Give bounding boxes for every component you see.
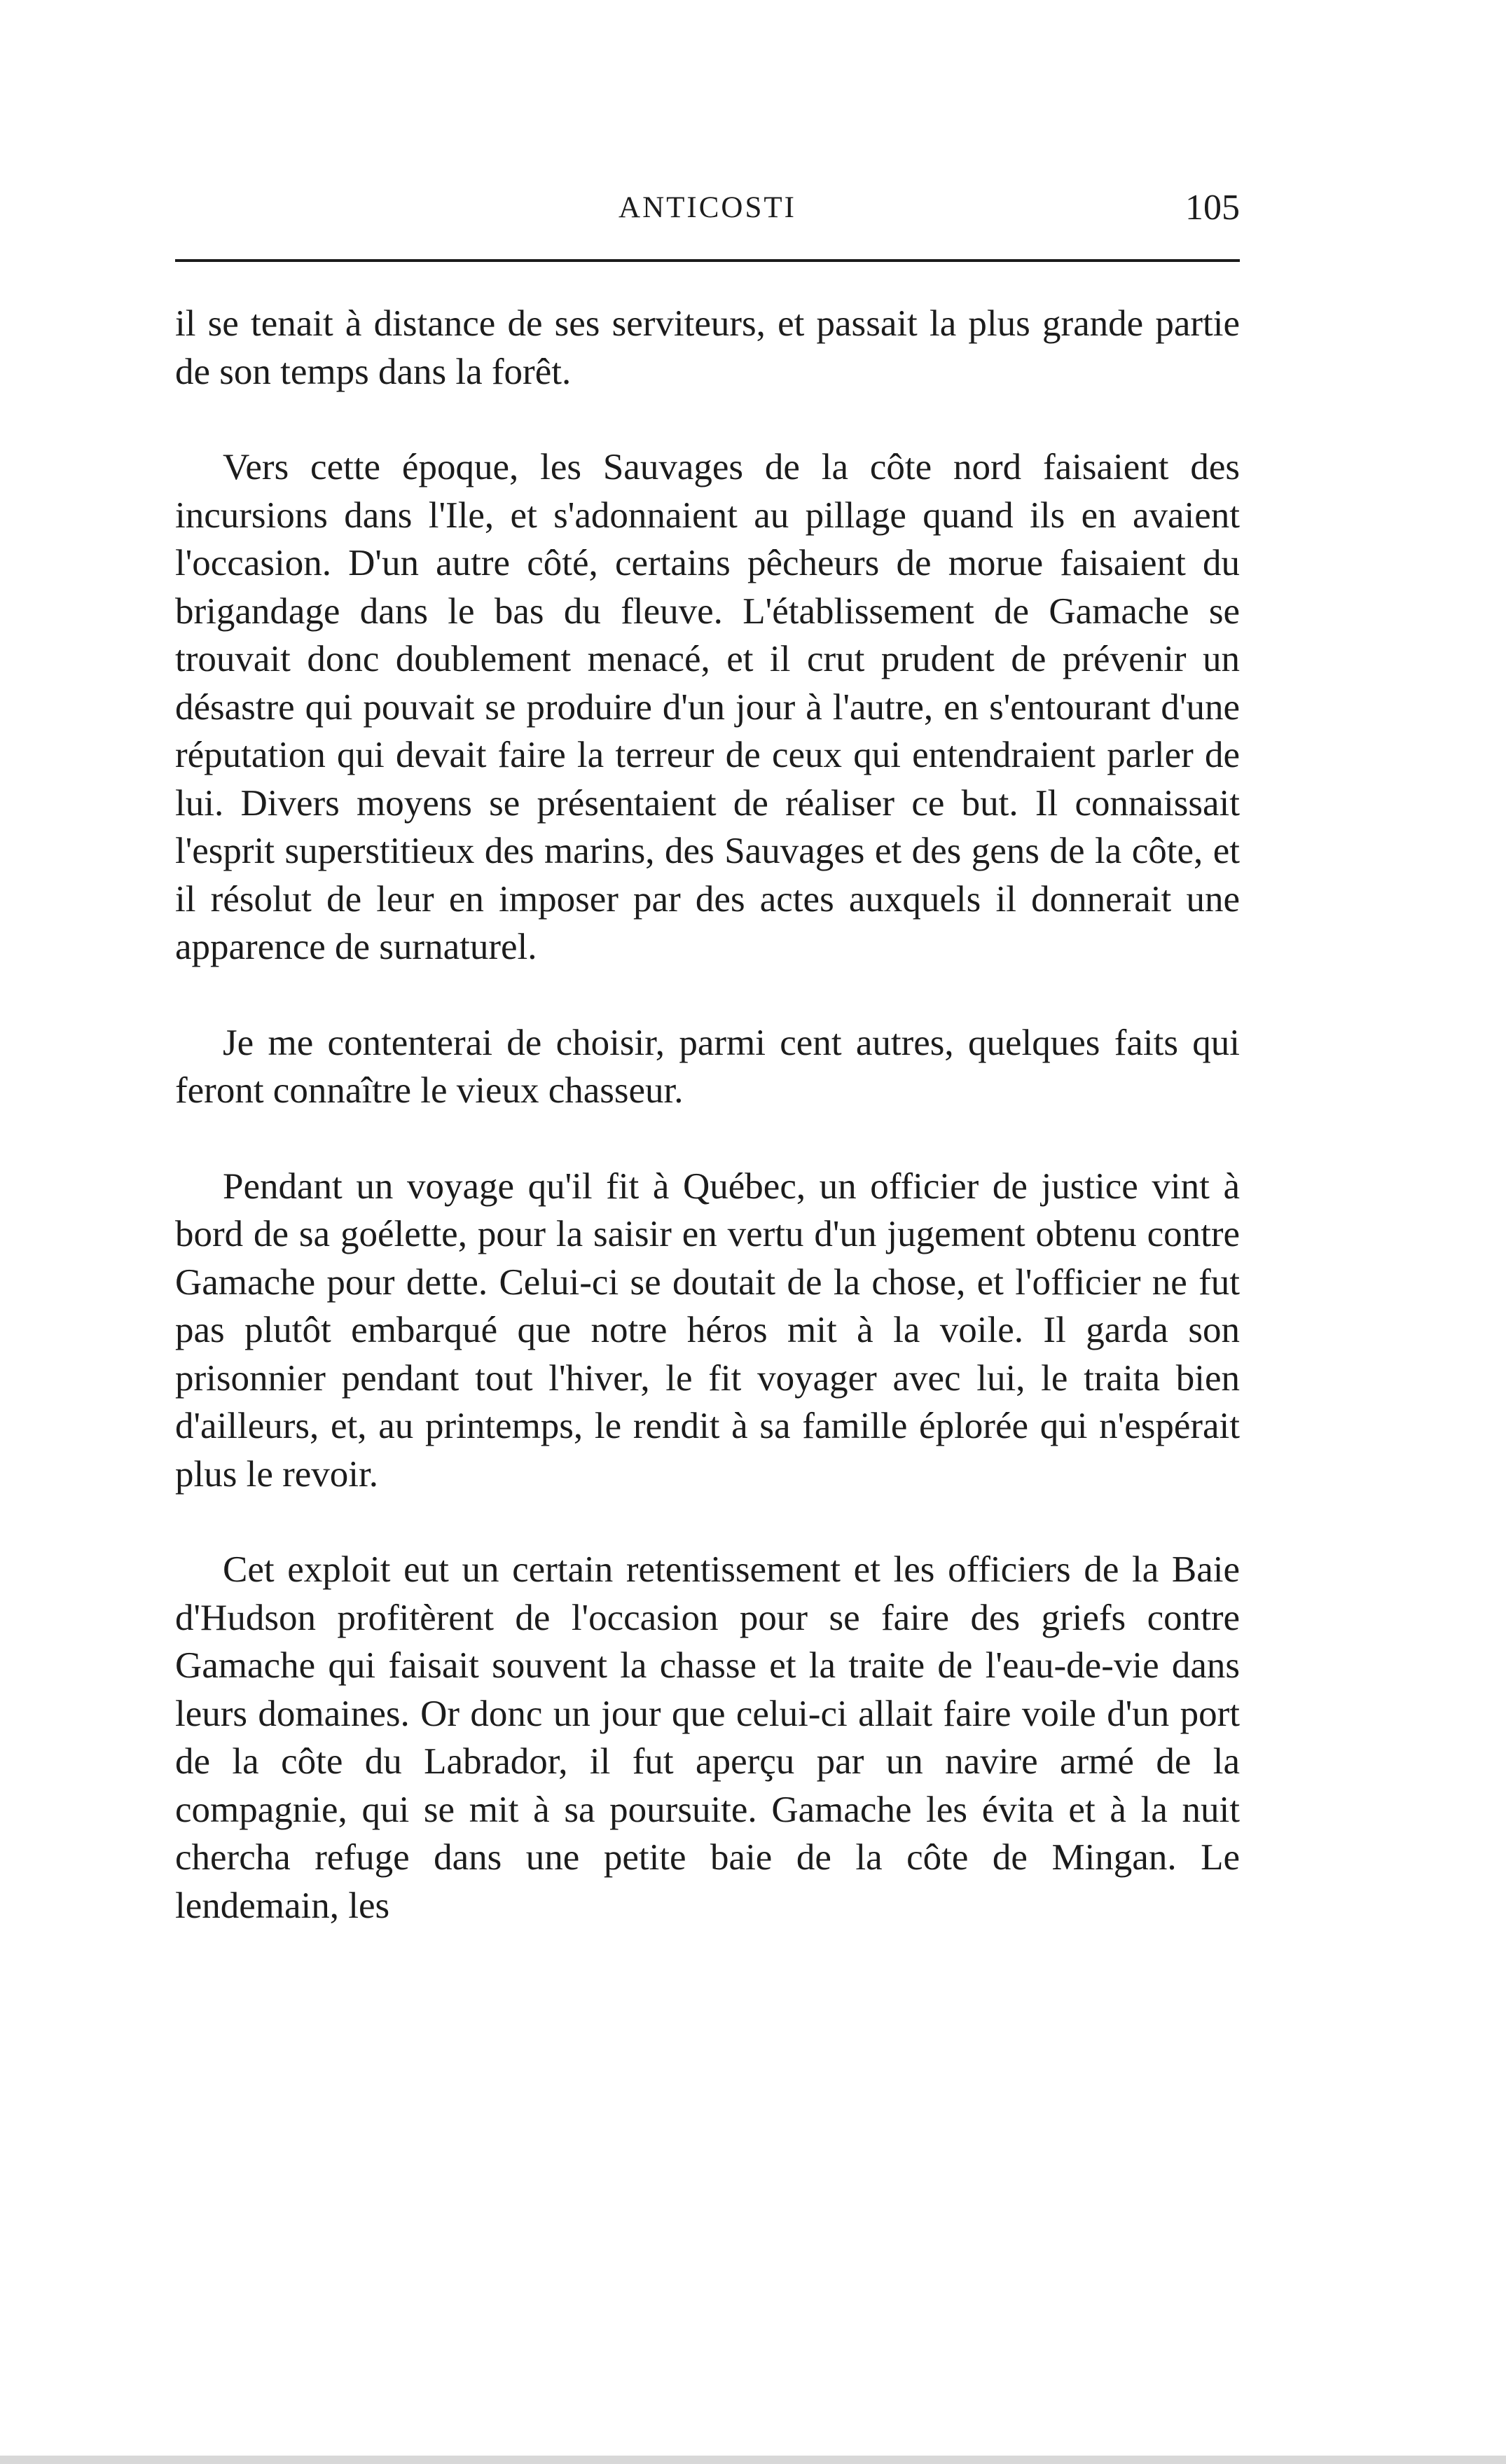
paragraph-baie-hudson: Cet exploit eut un certain retentissement et les officiers de la Baie d'Hudson profitèrent de l'occasion pour se faire des griefs contre Gamache qui faisait souvent la chasse et la traite de l'eau-de-vie dans leurs domaines. Or donc un jour que celui-ci allait faire voile d'un port de la côte du Labrador, il fut aperçu par un navire armé de la compagnie, qui se mit à sa poursuite. Gamache les évita et à la nuit chercha refuge dans une petite baie de la côte de Mingan. Le lendemain, les bbox=[175, 1549, 1240, 1926]
paragraph-gap bbox=[175, 971, 1240, 1019]
body-text bbox=[175, 300, 1240, 1930]
paragraph-gap bbox=[175, 1115, 1240, 1163]
paragraph-continued: il se tenait à distance de ses serviteurs, et passait la plus grande partie de son temps dans la forêt. bbox=[175, 303, 1240, 392]
paragraph-choisir: Je me contenterai de choisir, parmi cent autres, quelques faits qui feront connaître le vieux chasseur. bbox=[175, 1022, 1240, 1111]
running-head bbox=[175, 184, 1240, 233]
paragraph-voyage-quebec: Pendant un voyage qu'il fit à Québec, un officier de justice vint à bord de sa goélette, pour la saisir en vertu d'un jugement obtenu contre Gamache pour dette. Celui-ci se doutait de la chose, et l'officier ne fut pas plutôt embarqué que notre héros mit à la voile. Il garda son prisonnier pendant tout l'hiver, le fit voyager avec lui, le traita bien d'ailleurs, et, au printemps, le rendit à sa famille éplorée qui n'espérait plus le revoir. bbox=[175, 1165, 1240, 1495]
paragraph-sauvages: Vers cette époque, les Sauvages de la côte nord faisaient des incursions dans l'Ile, et s'adonnaient au pillage quand ils en avaient l'occasion. D'un autre côté, certains pêcheurs de morue faisaient du brigandage dans le bas du fleuve. L'établissement de Gamache se trouvait donc doublement menacé, et il crut prudent de prévenir un désastre qui pouvait se produire d'un jour à l'autre, en s'entourant d'une réputation qui devait faire la terreur de ceux qui entendraient parler de lui. Divers moyens se présentaient de réaliser ce but. Il connaissait l'esprit superstitieux des marins, des Sauvages et des gens de la côte, et il résolut de leur en imposer par des actes auxquels il donnerait une apparence de surnaturel. bbox=[175, 447, 1240, 967]
scan-edge bbox=[0, 2456, 1506, 2464]
paragraph-gap bbox=[175, 396, 1240, 443]
paragraph-gap bbox=[175, 1498, 1240, 1546]
page-number: 105 bbox=[1185, 188, 1240, 228]
header-rule bbox=[175, 259, 1240, 262]
running-title: ANTICOSTI bbox=[619, 191, 796, 224]
